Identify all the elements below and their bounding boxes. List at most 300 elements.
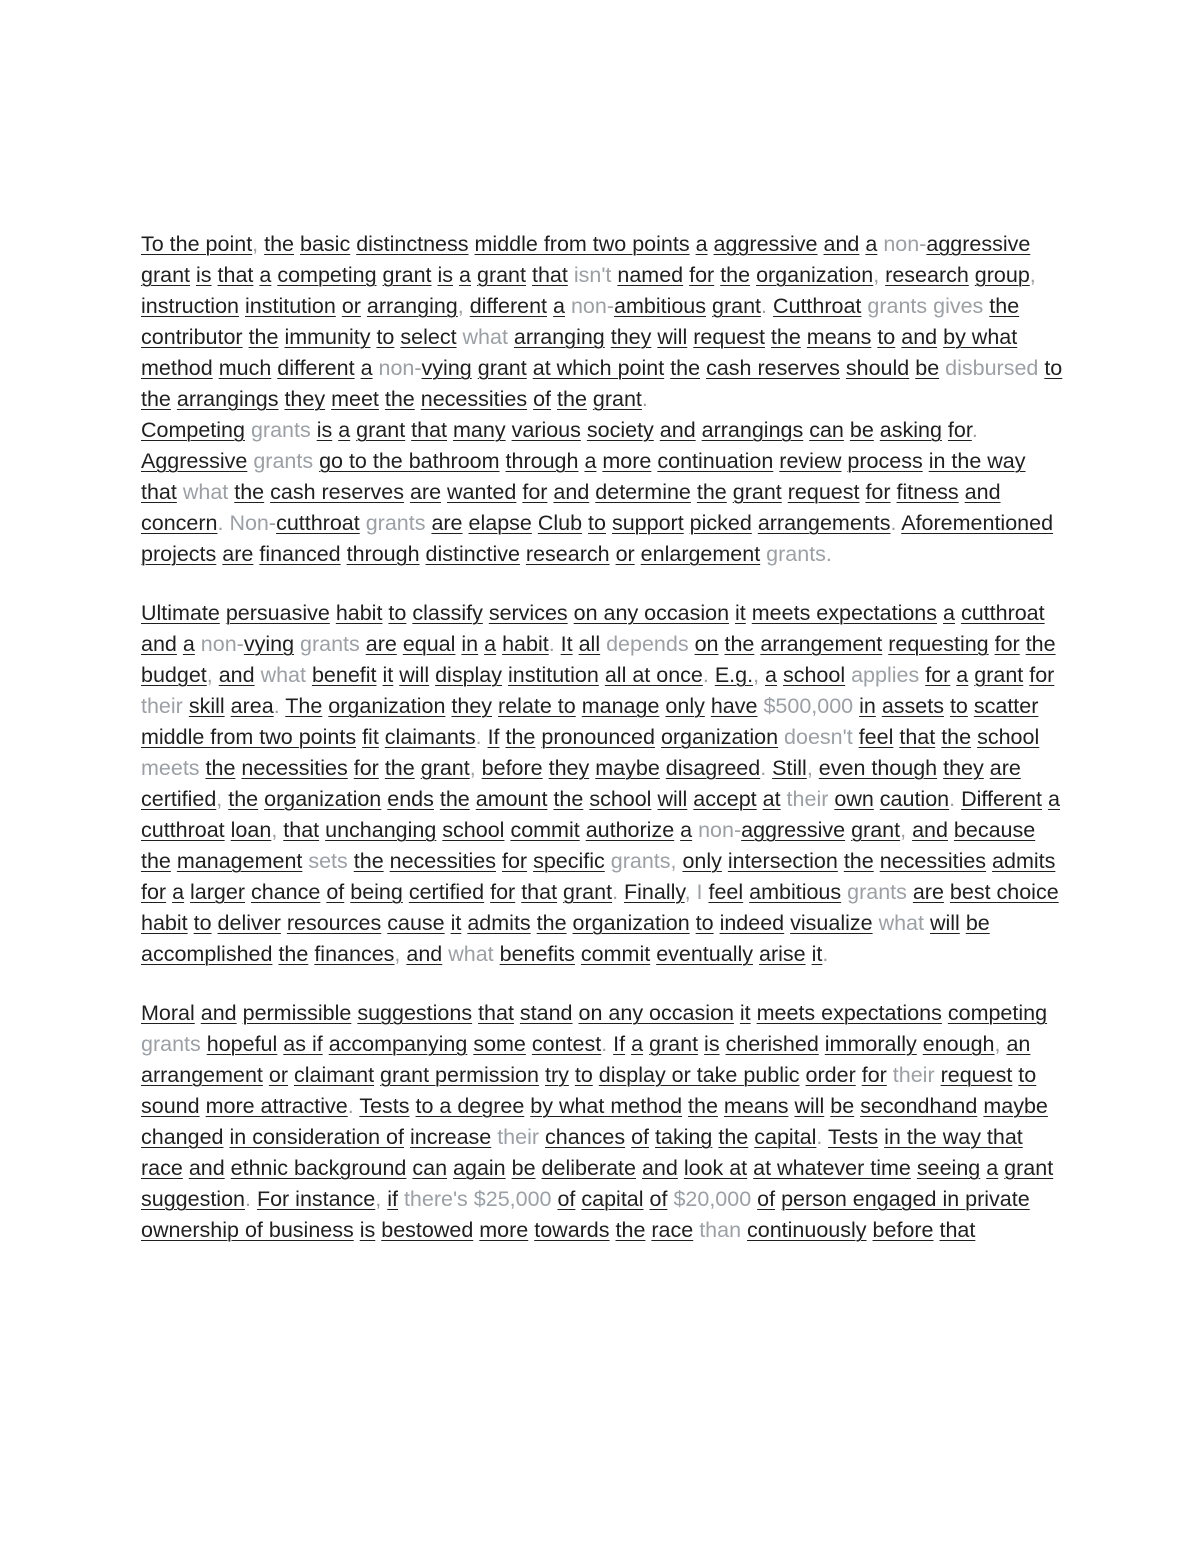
underlined-word: visualize xyxy=(790,911,873,935)
underlined-word: Aforementioned xyxy=(901,511,1054,535)
underlined-word: it xyxy=(382,663,394,687)
underlined-word: the xyxy=(536,911,567,935)
underlined-word: it xyxy=(811,942,823,966)
underlined-word: organization xyxy=(756,263,874,287)
underlined-word: a xyxy=(765,663,777,687)
underlined-word: the xyxy=(228,787,259,811)
underlined-word: caution xyxy=(879,787,950,811)
underlined-word: fit xyxy=(362,725,379,749)
underlined-word: that xyxy=(283,818,320,842)
underlined-word: wanted xyxy=(447,480,517,504)
underlined-word: that xyxy=(531,263,568,287)
underlined-word: grant xyxy=(732,480,782,504)
underlined-word: for xyxy=(353,756,379,780)
underlined-word: are xyxy=(409,480,442,504)
underlined-word: contributor xyxy=(141,325,243,349)
underlined-word: a xyxy=(360,356,373,380)
underlined-word: secondhand xyxy=(860,1094,978,1118)
underlined-word: cutthroat xyxy=(141,818,225,842)
underlined-word: basic xyxy=(300,232,351,256)
underlined-word: Cutthroat xyxy=(772,294,862,318)
underlined-word: are xyxy=(431,511,463,535)
underlined-word: grant xyxy=(592,387,642,411)
plain-text: . xyxy=(347,1094,360,1118)
plain-text: their xyxy=(886,1063,941,1087)
underlined-word: for xyxy=(925,663,951,687)
underlined-word: larger xyxy=(190,880,245,904)
underlined-word: in the way that xyxy=(141,449,1026,504)
underlined-word: organization xyxy=(660,725,779,749)
underlined-word: be xyxy=(915,356,940,380)
underlined-word: best choice xyxy=(949,880,1059,904)
underlined-word: meet xyxy=(331,387,379,411)
plain-text: what xyxy=(254,663,312,687)
underlined-word: be xyxy=(849,418,874,442)
underlined-word: cause xyxy=(387,911,445,935)
underlined-word: benefit xyxy=(311,663,377,687)
underlined-word: an xyxy=(1006,1032,1031,1056)
underlined-word: through xyxy=(505,449,579,473)
underlined-word: benefits xyxy=(499,942,575,966)
underlined-word: a xyxy=(1047,787,1060,811)
underlined-word: contest xyxy=(531,1032,602,1056)
underlined-word: at xyxy=(762,787,781,811)
paragraph-4 xyxy=(141,998,1066,1246)
underlined-word: the xyxy=(439,787,470,811)
underlined-word: enlargement xyxy=(640,542,761,566)
underlined-word: claimants xyxy=(384,725,476,749)
underlined-word: services xyxy=(488,601,568,625)
underlined-word: are xyxy=(989,756,1021,780)
underlined-word: disagreed xyxy=(665,756,761,780)
underlined-word: distinctive xyxy=(425,542,520,566)
underlined-word: arise xyxy=(759,942,806,966)
underlined-word: a xyxy=(484,632,497,656)
underlined-word: specific xyxy=(533,849,605,873)
underlined-word: means xyxy=(723,1094,789,1118)
underlined-word: to xyxy=(388,601,407,625)
underlined-word: the xyxy=(557,387,587,411)
underlined-word: competing xyxy=(947,1001,1048,1025)
underlined-word: admits xyxy=(992,849,1056,873)
underlined-word: E.g. xyxy=(714,663,754,687)
underlined-word: determine xyxy=(595,480,691,504)
underlined-word: arrangings xyxy=(176,387,279,411)
plain-text: non- xyxy=(877,232,927,256)
underlined-word: for xyxy=(522,480,548,504)
underlined-word: enough xyxy=(922,1032,995,1056)
underlined-word: the xyxy=(353,849,384,873)
underlined-word: different xyxy=(469,294,548,318)
underlined-word: to xyxy=(1044,356,1063,380)
plain-text: . xyxy=(761,294,773,318)
underlined-word: of xyxy=(326,880,345,904)
underlined-word: The xyxy=(285,694,323,718)
underlined-word: If xyxy=(487,725,500,749)
underlined-word: the xyxy=(670,356,701,380)
plain-text: , xyxy=(394,942,407,966)
plain-text: , xyxy=(216,787,229,811)
underlined-word: scatter xyxy=(973,694,1039,718)
underlined-word: taking xyxy=(655,1125,713,1149)
underlined-word: organization xyxy=(328,694,446,718)
underlined-word: the xyxy=(688,1094,718,1118)
underlined-word: display or take public xyxy=(598,1063,800,1087)
underlined-word: hopeful xyxy=(206,1032,278,1056)
plain-text: . xyxy=(890,511,902,535)
underlined-word: certified xyxy=(408,880,485,904)
underlined-word: arrangement xyxy=(141,1063,263,1087)
underlined-word: in xyxy=(461,632,479,656)
underlined-word: should xyxy=(845,356,910,380)
underlined-word: will xyxy=(794,1094,825,1118)
underlined-word: to xyxy=(877,325,896,349)
underlined-word: cutthroat xyxy=(276,511,360,535)
underlined-word: all xyxy=(578,632,601,656)
underlined-word: habit xyxy=(502,632,549,656)
underlined-word: resources xyxy=(286,911,382,935)
underlined-word: try xyxy=(544,1063,569,1087)
underlined-word: the xyxy=(843,849,874,873)
underlined-word: Still xyxy=(772,756,807,780)
underlined-word: grant xyxy=(356,418,406,442)
plain-text: , xyxy=(252,232,265,256)
underlined-word: is xyxy=(359,1218,376,1242)
underlined-word: a xyxy=(338,418,351,442)
underlined-word: ends xyxy=(387,787,434,811)
underlined-word: are xyxy=(222,542,254,566)
underlined-word: of xyxy=(757,1187,776,1211)
underlined-word: they xyxy=(943,756,984,780)
underlined-word: admits xyxy=(467,911,531,935)
underlined-word: the xyxy=(248,325,279,349)
underlined-word: grant xyxy=(649,1032,699,1056)
underlined-word: the xyxy=(615,1218,646,1242)
underlined-word: because xyxy=(953,818,1036,842)
underlined-word: for xyxy=(689,263,715,287)
underlined-word: necessities xyxy=(879,849,987,873)
underlined-word: own xyxy=(834,787,874,811)
underlined-word: more xyxy=(479,1218,529,1242)
underlined-word: to xyxy=(1018,1063,1037,1087)
underlined-word: chance xyxy=(250,880,321,904)
underlined-word: all at once xyxy=(604,663,703,687)
underlined-word: request xyxy=(693,325,765,349)
underlined-word: person engaged in private ownership of business xyxy=(141,1187,1030,1242)
plain-text: . xyxy=(601,1032,614,1056)
underlined-word: meets expectations xyxy=(751,601,938,625)
underlined-word: for xyxy=(947,418,972,442)
underlined-word: Aggressive xyxy=(141,449,248,473)
paragraph-1 xyxy=(141,229,1066,415)
underlined-word: feel xyxy=(708,880,744,904)
underlined-word: projects xyxy=(141,542,217,566)
plain-text: non- xyxy=(194,632,244,656)
plain-text: grants, xyxy=(604,849,683,873)
underlined-word: middle from two points xyxy=(141,725,357,749)
underlined-word: review xyxy=(779,449,842,473)
underlined-word: permissible xyxy=(242,1001,352,1025)
plain-text: . xyxy=(548,632,561,656)
plain-text: applies xyxy=(845,663,926,687)
underlined-word: commit xyxy=(510,818,580,842)
underlined-word: display xyxy=(435,663,503,687)
underlined-word: Competing xyxy=(141,418,245,442)
underlined-word: request xyxy=(940,1063,1013,1087)
paragraph-3 xyxy=(141,598,1066,970)
underlined-word: immorally xyxy=(824,1032,917,1056)
underlined-word: Tests xyxy=(359,1094,410,1118)
underlined-word: manage xyxy=(581,694,660,718)
underlined-word: a xyxy=(956,663,969,687)
underlined-word: even though xyxy=(818,756,938,780)
underlined-word: for xyxy=(501,849,528,873)
underlined-word: institution xyxy=(244,294,336,318)
underlined-word: many xyxy=(453,418,506,442)
underlined-word: group xyxy=(974,263,1030,287)
underlined-word: again xyxy=(453,1156,506,1180)
underlined-word: continuously xyxy=(747,1218,867,1242)
plain-text: $500,000 xyxy=(757,694,860,718)
underlined-word: loan xyxy=(230,818,272,842)
underlined-word: aggressive xyxy=(713,232,818,256)
underlined-word: pronounced xyxy=(541,725,655,749)
plain-text: their xyxy=(141,694,189,718)
underlined-word: capital xyxy=(581,1187,644,1211)
underlined-word: competing xyxy=(277,263,377,287)
underlined-word: area xyxy=(230,694,274,718)
underlined-word: and xyxy=(141,632,177,656)
plain-text: grants xyxy=(244,418,317,442)
underlined-word: school xyxy=(589,787,652,811)
underlined-word: research xyxy=(525,542,610,566)
plain-text: , xyxy=(457,294,470,318)
underlined-word: seeing xyxy=(916,1156,981,1180)
underlined-word: society xyxy=(586,418,654,442)
plain-text: , xyxy=(806,756,819,780)
underlined-word: institution xyxy=(508,663,599,687)
underlined-word: ethnic background xyxy=(230,1156,407,1180)
underlined-word: and xyxy=(200,1001,237,1025)
plain-text: . xyxy=(702,663,715,687)
underlined-word: financed xyxy=(259,542,341,566)
underlined-word: grant xyxy=(563,880,613,904)
underlined-word: that xyxy=(411,418,448,442)
underlined-word: as if xyxy=(283,1032,323,1056)
underlined-word: only xyxy=(682,849,722,873)
underlined-word: different xyxy=(277,356,355,380)
underlined-word: to xyxy=(193,911,212,935)
underlined-word: is xyxy=(196,263,212,287)
plain-text: non- xyxy=(692,818,742,842)
underlined-word: can xyxy=(412,1156,448,1180)
underlined-word: to a degree xyxy=(415,1094,525,1118)
underlined-word: it xyxy=(450,911,462,935)
underlined-word: in consideration of xyxy=(229,1125,404,1149)
underlined-word: for xyxy=(1029,663,1055,687)
underlined-word: Club xyxy=(537,511,583,535)
underlined-word: meets expectations xyxy=(756,1001,942,1025)
underlined-word: cherished xyxy=(725,1032,819,1056)
underlined-word: the xyxy=(720,263,751,287)
underlined-word: accompanying xyxy=(328,1032,468,1056)
underlined-word: arrangings xyxy=(701,418,804,442)
underlined-word: race xyxy=(141,1156,183,1180)
underlined-word: or xyxy=(268,1063,289,1087)
underlined-word: and xyxy=(188,1156,225,1180)
underlined-word: and xyxy=(553,480,590,504)
underlined-word: eventually xyxy=(656,942,754,966)
underlined-word: process xyxy=(847,449,923,473)
underlined-word: before xyxy=(872,1218,934,1242)
underlined-word: is xyxy=(704,1032,720,1056)
underlined-word: If xyxy=(613,1032,626,1056)
underlined-word: it xyxy=(735,601,746,625)
underlined-word: they xyxy=(548,756,590,780)
plain-text: . xyxy=(816,1125,828,1149)
underlined-word: before xyxy=(481,756,543,780)
underlined-word: order xyxy=(805,1063,856,1087)
plain-text: . Non- xyxy=(217,511,277,535)
underlined-word: and xyxy=(641,1156,678,1180)
underlined-word: sound xyxy=(141,1094,200,1118)
underlined-word: asking xyxy=(879,418,942,442)
underlined-word: Moral xyxy=(141,1001,195,1025)
underlined-word: in xyxy=(859,694,876,718)
underlined-word: of xyxy=(557,1187,576,1211)
underlined-word: grant xyxy=(712,294,762,318)
underlined-word: intersection xyxy=(727,849,838,873)
underlined-word: more attractive xyxy=(205,1094,348,1118)
plain-text: . xyxy=(641,387,648,411)
underlined-word: accomplished xyxy=(141,942,273,966)
plain-text: . xyxy=(475,725,488,749)
underlined-word: some xyxy=(473,1032,526,1056)
underlined-word: suggestions xyxy=(357,1001,473,1025)
plain-text: . xyxy=(971,418,978,442)
plain-text: . xyxy=(612,880,625,904)
underlined-word: certified xyxy=(141,787,217,811)
underlined-word: cash reserves xyxy=(706,356,840,380)
underlined-word: named xyxy=(617,263,684,287)
underlined-word: or xyxy=(615,542,635,566)
plain-text: grants xyxy=(141,1032,207,1056)
underlined-word: necessities xyxy=(389,849,496,873)
underlined-word: the xyxy=(770,325,801,349)
underlined-word: if xyxy=(387,1187,398,1211)
underlined-word: bestowed xyxy=(381,1218,474,1242)
underlined-word: to xyxy=(588,511,606,535)
plain-text: , xyxy=(469,756,482,780)
underlined-word: and xyxy=(218,663,255,687)
underlined-word: it xyxy=(739,1001,751,1025)
plain-text: disbursed xyxy=(939,356,1045,380)
underlined-word: grant xyxy=(851,818,901,842)
underlined-word: the xyxy=(278,942,309,966)
underlined-word: habit xyxy=(141,911,188,935)
underlined-word: deliver xyxy=(217,911,281,935)
underlined-word: the xyxy=(724,632,755,656)
underlined-word: commit xyxy=(580,942,651,966)
underlined-word: be xyxy=(965,911,990,935)
underlined-word: by what method xyxy=(141,325,1018,380)
plain-text: . xyxy=(822,942,829,966)
underlined-word: that xyxy=(939,1218,976,1242)
underlined-word: to xyxy=(376,325,395,349)
underlined-word: maybe xyxy=(595,756,660,780)
underlined-word: the xyxy=(553,787,584,811)
underlined-word: at whatever time xyxy=(753,1156,911,1180)
underlined-word: finances xyxy=(314,942,395,966)
plain-text: , xyxy=(271,818,284,842)
plain-text: . xyxy=(245,1187,257,1211)
underlined-word: the xyxy=(505,725,536,749)
underlined-word: instruction xyxy=(141,294,239,318)
underlined-word: a xyxy=(865,232,878,256)
underlined-word: necessities xyxy=(241,756,348,780)
underlined-word: grant xyxy=(382,263,432,287)
underlined-word: aggressive xyxy=(926,232,1031,256)
underlined-word: means xyxy=(806,325,872,349)
underlined-word: organization xyxy=(572,911,690,935)
underlined-word: look at xyxy=(683,1156,748,1180)
underlined-word: that xyxy=(521,880,558,904)
underlined-word: a xyxy=(680,818,693,842)
underlined-word: requesting xyxy=(888,632,989,656)
underlined-word: and xyxy=(823,232,860,256)
underlined-word: various xyxy=(511,418,581,442)
underlined-word: be xyxy=(830,1094,855,1118)
plain-text: doesn't xyxy=(778,725,859,749)
underlined-word: grant xyxy=(477,356,527,380)
underlined-word: and xyxy=(964,480,1001,504)
underlined-word: research xyxy=(885,263,969,287)
plain-text: . xyxy=(949,787,962,811)
underlined-word: to xyxy=(695,911,714,935)
plain-text: grants xyxy=(841,880,913,904)
underlined-word: in the way that xyxy=(884,1125,1023,1149)
underlined-word: to xyxy=(949,694,968,718)
underlined-word: stand xyxy=(519,1001,573,1025)
underlined-word: at which point xyxy=(532,356,665,380)
underlined-word: be xyxy=(511,1156,536,1180)
plain-text: , xyxy=(994,1032,1007,1056)
plain-text: what xyxy=(176,480,235,504)
underlined-word: have xyxy=(710,694,758,718)
underlined-word: a xyxy=(259,263,272,287)
underlined-word: the xyxy=(264,232,295,256)
plain-text: , xyxy=(1029,263,1036,287)
underlined-word: more xyxy=(602,449,652,473)
plain-text: what xyxy=(442,942,500,966)
underlined-word: a xyxy=(553,294,565,318)
underlined-word: a xyxy=(584,449,597,473)
underlined-word: the xyxy=(384,756,415,780)
underlined-word: a xyxy=(943,601,955,625)
underlined-word: and xyxy=(406,942,443,966)
plain-text: grants xyxy=(359,511,432,535)
underlined-word: that xyxy=(899,725,936,749)
underlined-word: are xyxy=(912,880,944,904)
underlined-word: skill xyxy=(188,694,225,718)
underlined-word: feel xyxy=(858,725,894,749)
underlined-word: the xyxy=(718,1125,749,1149)
underlined-word: the xyxy=(141,387,171,411)
underlined-word: the xyxy=(1025,632,1056,656)
underlined-word: for xyxy=(490,880,516,904)
plain-text: . xyxy=(273,694,286,718)
underlined-word: the xyxy=(696,480,727,504)
